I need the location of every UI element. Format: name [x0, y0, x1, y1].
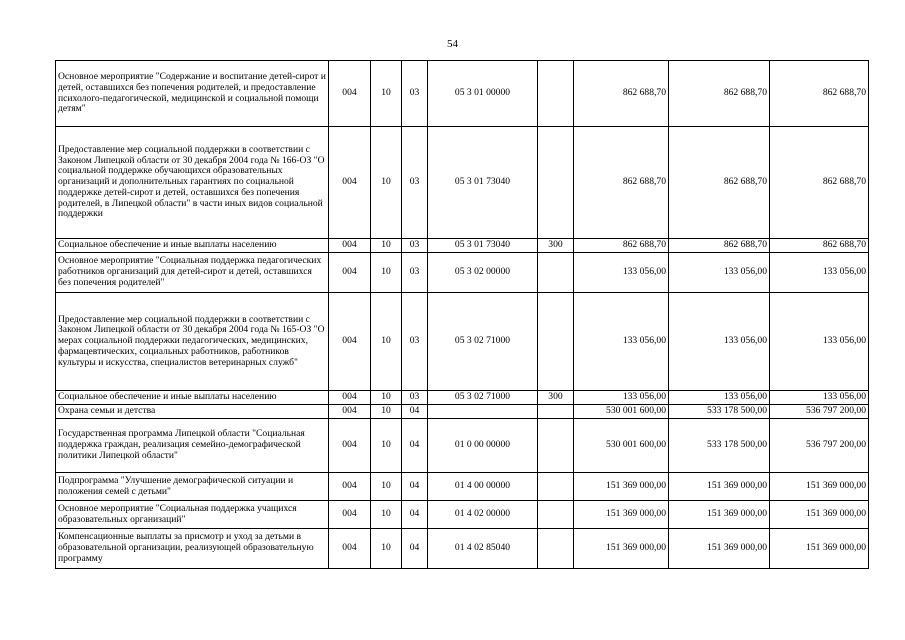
amount-year-3: 536 797 200,00	[770, 405, 869, 419]
target-article-code	[428, 405, 538, 419]
expense-type-code	[538, 529, 574, 569]
amount-year-2: 133 056,00	[669, 391, 770, 405]
expense-type-code: 300	[538, 239, 574, 253]
item-name: Основное мероприятие "Социальная поддержка педагогических работников организаций для детей-сирот и детей, оставшихся без попечения родителей"	[56, 253, 329, 293]
target-article-code: 05 3 01 00000	[428, 61, 538, 127]
subsection-code: 04	[402, 405, 428, 419]
section-code: 10	[371, 127, 402, 239]
amount-year-2: 862 688,70	[669, 127, 770, 239]
target-article-code: 05 3 02 71000	[428, 391, 538, 405]
target-article-code: 01 4 02 85040	[428, 529, 538, 569]
item-name: Подпрограмма "Улучшение демографической ситуации и положения семей с детьми"	[56, 473, 329, 501]
amount-year-2: 151 369 000,00	[669, 501, 770, 529]
section-code: 10	[371, 473, 402, 501]
ved-code: 004	[329, 61, 371, 127]
target-article-code: 05 3 02 00000	[428, 253, 538, 293]
section-code: 10	[371, 293, 402, 391]
amount-year-1: 151 369 000,00	[574, 529, 669, 569]
table-row	[56, 253, 869, 293]
amount-year-3: 536 797 200,00	[770, 419, 869, 473]
subsection-code: 03	[402, 127, 428, 239]
amount-year-2: 862 688,70	[669, 61, 770, 127]
expense-type-code	[538, 61, 574, 127]
amount-year-1: 133 056,00	[574, 391, 669, 405]
expense-type-code	[538, 419, 574, 473]
table-row	[56, 239, 869, 253]
target-article-code: 01 4 02 00000	[428, 501, 538, 529]
expense-type-code	[538, 253, 574, 293]
subsection-code: 04	[402, 529, 428, 569]
budget-table	[55, 60, 869, 569]
item-name: Основное мероприятие "Содержание и воспитание детей-сирот и детей, оставшихся без попечения родителей, и предоставление психолого-педагогической, медицинской и социальной помощи детям"	[56, 61, 329, 127]
amount-year-3: 151 369 000,00	[770, 473, 869, 501]
ved-code: 004	[329, 253, 371, 293]
section-code: 10	[371, 61, 402, 127]
expense-type-code	[538, 293, 574, 391]
item-name: Предоставление мер социальной поддержки в соответствии с Законом Липецкой области от 30 декабря 2004 года № 165-ОЗ "О мерах социальной поддержки педагогических, медицинских, фармацевтических, социальных работников, работников культуры и искусства, специалистов ветеринарных служб"	[56, 293, 329, 391]
amount-year-1: 862 688,70	[574, 239, 669, 253]
subsection-code: 03	[402, 61, 428, 127]
table-row	[56, 529, 869, 569]
table-row	[56, 501, 869, 529]
amount-year-1: 530 001 600,00	[574, 419, 669, 473]
item-name: Предоставление мер социальной поддержки в соответствии с Законом Липецкой области от 30 декабря 2004 года № 166-ОЗ "О социальной поддержке обучающихся образовательных организаций и дополнительных гарантиях по социальной поддержке детей-сирот и детей, оставшихся без попечения родителей, в Липецкой области" в части иных видов социальной поддержки	[56, 127, 329, 239]
table-row	[56, 405, 869, 419]
ved-code: 004	[329, 405, 371, 419]
target-article-code: 01 4 00 00000	[428, 473, 538, 501]
amount-year-1: 151 369 000,00	[574, 501, 669, 529]
ved-code: 004	[329, 127, 371, 239]
amount-year-1: 862 688,70	[574, 61, 669, 127]
section-code: 10	[371, 419, 402, 473]
item-name: Социальное обеспечение и иные выплаты населению	[56, 391, 329, 405]
amount-year-1: 133 056,00	[574, 293, 669, 391]
table-row	[56, 473, 869, 501]
amount-year-3: 133 056,00	[770, 293, 869, 391]
target-article-code: 05 3 01 73040	[428, 239, 538, 253]
table-row	[56, 127, 869, 239]
ved-code: 004	[329, 501, 371, 529]
amount-year-3: 151 369 000,00	[770, 529, 869, 569]
table-row	[56, 391, 869, 405]
section-code: 10	[371, 529, 402, 569]
amount-year-1: 862 688,70	[574, 127, 669, 239]
expense-type-code: 300	[538, 391, 574, 405]
amount-year-2: 533 178 500,00	[669, 405, 770, 419]
item-name: Государственная программа Липецкой области "Социальная поддержка граждан, реализация семейно-демографической политики Липецкой области"	[56, 419, 329, 473]
subsection-code: 04	[402, 501, 428, 529]
amount-year-2: 533 178 500,00	[669, 419, 770, 473]
table-row	[56, 61, 869, 127]
amount-year-1: 530 001 600,00	[574, 405, 669, 419]
subsection-code: 03	[402, 391, 428, 405]
expense-type-code	[538, 473, 574, 501]
expense-type-code	[538, 127, 574, 239]
ved-code: 004	[329, 529, 371, 569]
amount-year-1: 133 056,00	[574, 253, 669, 293]
amount-year-3: 862 688,70	[770, 239, 869, 253]
section-code: 10	[371, 501, 402, 529]
ved-code: 004	[329, 239, 371, 253]
ved-code: 004	[329, 293, 371, 391]
subsection-code: 03	[402, 253, 428, 293]
amount-year-1: 151 369 000,00	[574, 473, 669, 501]
section-code: 10	[371, 405, 402, 419]
subsection-code: 04	[402, 473, 428, 501]
table-row	[56, 419, 869, 473]
target-article-code: 05 3 01 73040	[428, 127, 538, 239]
subsection-code: 04	[402, 419, 428, 473]
subsection-code: 03	[402, 239, 428, 253]
amount-year-3: 862 688,70	[770, 61, 869, 127]
item-name: Компенсационные выплаты за присмотр и уход за детьми в образовательной организации, реализующей образовательную программу	[56, 529, 329, 569]
item-name: Социальное обеспечение и иные выплаты населению	[56, 239, 329, 253]
section-code: 10	[371, 391, 402, 405]
item-name: Основное мероприятие "Социальная поддержка учащихся образовательных организаций"	[56, 501, 329, 529]
amount-year-2: 133 056,00	[669, 293, 770, 391]
section-code: 10	[371, 239, 402, 253]
amount-year-2: 862 688,70	[669, 239, 770, 253]
amount-year-3: 133 056,00	[770, 391, 869, 405]
amount-year-2: 133 056,00	[669, 253, 770, 293]
subsection-code: 03	[402, 293, 428, 391]
table-row	[56, 293, 869, 391]
expense-type-code	[538, 501, 574, 529]
amount-year-2: 151 369 000,00	[669, 529, 770, 569]
expense-type-code	[538, 405, 574, 419]
amount-year-2: 151 369 000,00	[669, 473, 770, 501]
ved-code: 004	[329, 473, 371, 501]
ved-code: 004	[329, 391, 371, 405]
amount-year-3: 133 056,00	[770, 253, 869, 293]
target-article-code: 05 3 02 71000	[428, 293, 538, 391]
ved-code: 004	[329, 419, 371, 473]
amount-year-3: 151 369 000,00	[770, 501, 869, 529]
target-article-code: 01 0 00 00000	[428, 419, 538, 473]
page-number: 54	[447, 38, 458, 50]
amount-year-3: 862 688,70	[770, 127, 869, 239]
item-name: Охрана семьи и детства	[56, 405, 329, 419]
section-code: 10	[371, 253, 402, 293]
